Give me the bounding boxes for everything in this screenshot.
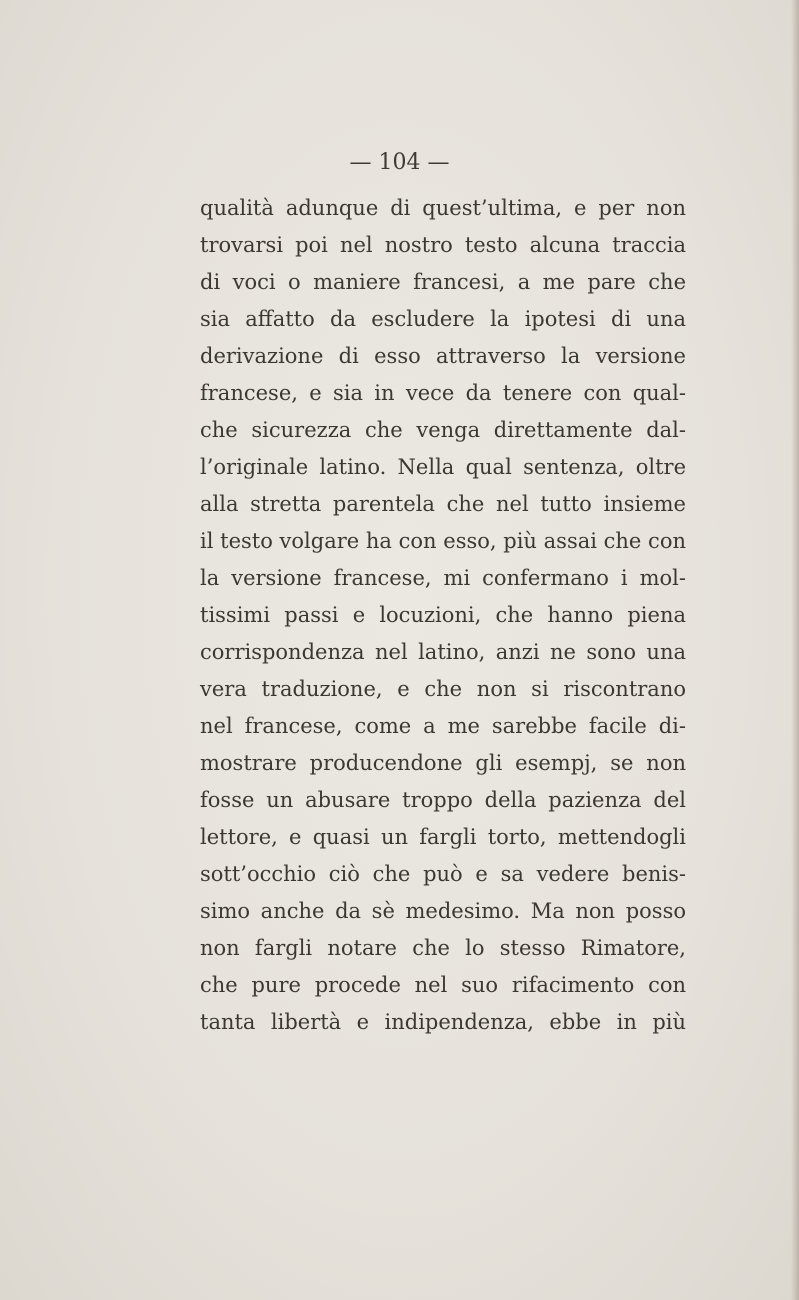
text-line: alla stretta parentela che nel tutto insieme bbox=[200, 492, 686, 516]
text-line: fosse un abusare troppo della pazienza del bbox=[200, 788, 686, 812]
text-line: l’originale latino. Nella qual sentenza, oltre bbox=[200, 455, 686, 479]
text-line: tissimi passi e locuzioni, che hanno piena bbox=[200, 603, 686, 627]
text-line: qualità adunque di quest’ultima, e per non bbox=[200, 196, 686, 220]
text-line: mostrare producendone gli esempj, se non bbox=[200, 751, 686, 775]
text-line: sia affatto da escludere la ipotesi di una bbox=[200, 307, 686, 331]
text-line: francese, e sia in vece da tenere con qual- bbox=[200, 381, 686, 405]
text-line: derivazione di esso attraverso la versione bbox=[200, 344, 686, 368]
text-line: tanta libertà e indipendenza, ebbe in più bbox=[200, 1010, 686, 1034]
page-number: — 104 — bbox=[349, 150, 450, 175]
text-line: vera traduzione, e che non si riscontrano bbox=[200, 677, 686, 701]
text-line: non fargli notare che lo stesso Rimatore, bbox=[200, 936, 686, 960]
text-line: lettore, e quasi un fargli torto, mettendogli bbox=[200, 825, 686, 849]
text-line: corrispondenza nel latino, anzi ne sono una bbox=[200, 640, 686, 664]
text-line: la versione francese, mi confermano i mol- bbox=[200, 566, 686, 590]
text-line: di voci o maniere francesi, a me pare che bbox=[200, 270, 686, 294]
body-text bbox=[200, 190, 686, 1041]
text-line: sott’occhio ciò che può e sa vedere benis- bbox=[200, 862, 686, 886]
text-line: trovarsi poi nel nostro testo alcuna traccia bbox=[200, 233, 686, 257]
text-line: il testo volgare ha con esso, più assai che con bbox=[200, 529, 686, 553]
text-line: simo anche da sè medesimo. Ma non posso bbox=[200, 899, 686, 923]
text-line: nel francese, come a me sarebbe facile di- bbox=[200, 714, 686, 738]
text-line: che pure procede nel suo rifacimento con bbox=[200, 973, 686, 997]
page-edge-shadow bbox=[791, 0, 799, 1300]
text-line: che sicurezza che venga direttamente dal- bbox=[200, 418, 686, 442]
